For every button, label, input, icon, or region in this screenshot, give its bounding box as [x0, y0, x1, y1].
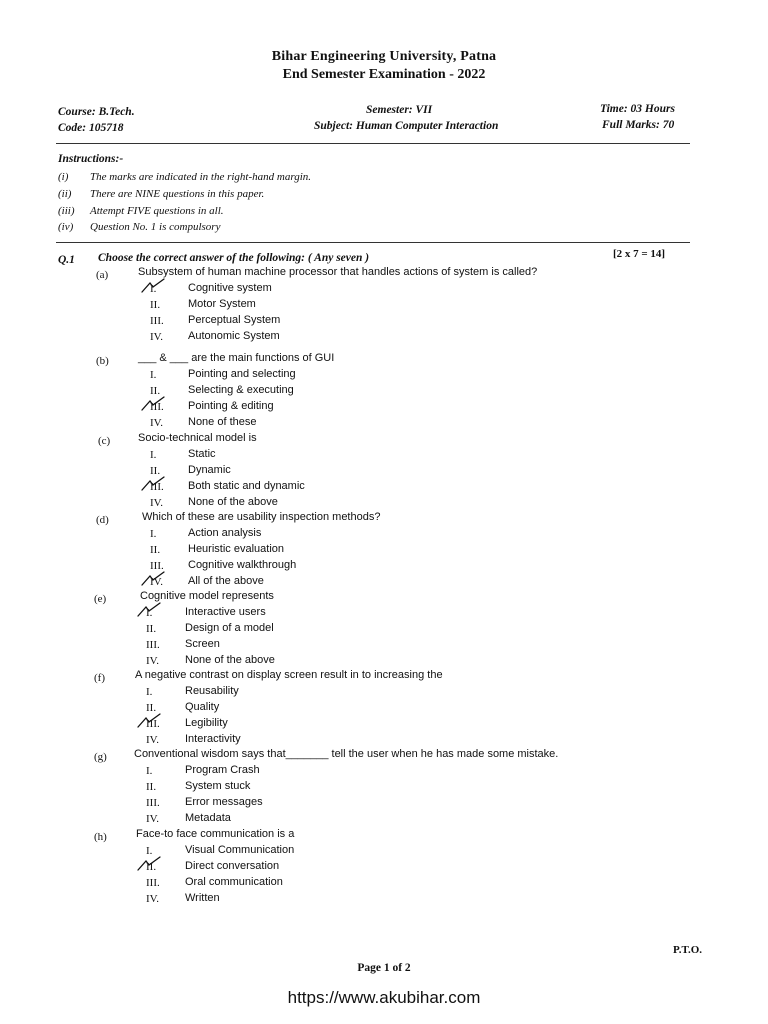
option-number: IV. [150, 417, 163, 429]
course-label: Course: B.Tech. [58, 106, 135, 118]
sub-question-text: Conventional wisdom says that_______ tell the user when he has made some mistake. [134, 748, 559, 760]
sub-question-label: (h) [94, 831, 107, 843]
option-text: Action analysis [188, 527, 262, 539]
semester-label: Semester: VII [366, 104, 433, 116]
option-number: II. [150, 299, 161, 311]
option-number: I. [146, 845, 153, 857]
option-text: Reusability [185, 685, 239, 697]
option-text: Error messages [185, 796, 263, 808]
option-number: I. [150, 528, 157, 540]
sub-question-text: A negative contrast on display screen result in to increasing the [135, 669, 443, 681]
option-text: Written [185, 892, 220, 904]
option-text: None of these [188, 416, 257, 428]
option-number: I. [146, 607, 153, 619]
option-number: IV. [146, 813, 159, 825]
option-text: Design of a model [185, 622, 274, 634]
answer-tick-icon [140, 571, 166, 587]
option-text: Program Crash [185, 764, 260, 776]
option-text: Metadata [185, 812, 231, 824]
option-number: III. [146, 718, 160, 730]
question-number: Q.1 [58, 254, 75, 266]
option-number: III. [146, 639, 160, 651]
option-number: III. [150, 315, 164, 327]
option-text: Visual Communication [185, 844, 295, 856]
option-text: Heuristic evaluation [188, 543, 284, 555]
option-number: IV. [146, 893, 159, 905]
option-number: II. [146, 623, 157, 635]
sub-question-text: ___ & ___ are the main functions of GUI [138, 352, 335, 364]
option-text: Motor System [188, 298, 256, 310]
option-number: III. [146, 877, 160, 889]
option-text: Legibility [185, 717, 228, 729]
option-text: Direct conversation [185, 860, 280, 872]
source-url: https://www.akubihar.com [287, 988, 481, 1007]
option-number: I. [150, 283, 157, 295]
code-label: Code: 105718 [58, 122, 124, 134]
sub-question-text: Subsystem of human machine processor that handles actions of system is called? [138, 266, 538, 278]
option-number: IV. [150, 331, 163, 343]
sub-question-label: (e) [94, 593, 107, 605]
option-number: III. [150, 401, 164, 413]
question-text: Choose the correct answer of the following: ( Any seven ) [98, 252, 370, 264]
instruction-item: (ii) There are NINE questions in this paper. [58, 188, 265, 200]
option-text: Interactive users [185, 606, 266, 618]
option-number: I. [146, 686, 153, 698]
option-text: Dynamic [188, 464, 231, 476]
option-number: III. [150, 560, 164, 572]
full-marks-label: Full Marks: 70 [602, 119, 675, 131]
sub-question-text: Cognitive model represents [140, 590, 274, 602]
option-number: III. [150, 481, 164, 493]
university-title: Bihar Engineering University, Patna [271, 49, 497, 64]
question-marks: [2 x 7 = 14] [613, 248, 666, 260]
option-text: Selecting & executing [188, 384, 294, 396]
option-number: I. [150, 449, 157, 461]
option-number: II. [146, 861, 157, 873]
option-text: Autonomic System [188, 330, 280, 342]
sub-question-label: (g) [94, 751, 107, 763]
option-number: II. [146, 702, 157, 714]
option-number: IV. [150, 576, 163, 588]
sub-question-text: Socio-technical model is [138, 432, 257, 444]
option-text: Cognitive walkthrough [188, 559, 297, 571]
sub-question-label: (b) [96, 355, 109, 367]
option-text: Static [188, 448, 216, 460]
header-divider [56, 143, 690, 144]
instruction-item: (i) The marks are indicated in the right-hand margin. [58, 171, 311, 183]
option-number: I. [150, 369, 157, 381]
option-number: IV. [150, 497, 163, 509]
option-text: Interactivity [185, 733, 241, 745]
option-text: Both static and dynamic [188, 480, 305, 492]
option-text: System stuck [185, 780, 251, 792]
instructions-title: Instructions:- [58, 153, 124, 165]
pto-label: P.T.O. [673, 944, 703, 956]
answer-tick-icon [140, 396, 166, 412]
instruction-item: (iv) Question No. 1 is compulsory [58, 221, 221, 233]
option-text: All of the above [188, 575, 264, 587]
option-number: IV. [146, 655, 159, 667]
option-number: I. [146, 765, 153, 777]
sub-question-label: (f) [94, 672, 105, 684]
page-number: Page 1 of 2 [357, 962, 411, 974]
option-text: Perceptual System [188, 314, 281, 326]
instruction-item: (iii) Attempt FIVE questions in all. [58, 205, 224, 217]
option-number: III. [146, 797, 160, 809]
answer-tick-icon [136, 602, 162, 618]
option-text: Oral communication [185, 876, 283, 888]
option-number: II. [150, 385, 161, 397]
sub-question-label: (d) [96, 514, 109, 526]
answer-tick-icon [136, 713, 162, 729]
option-number: II. [146, 781, 157, 793]
sub-question-label: (c) [98, 435, 111, 447]
option-number: II. [150, 465, 161, 477]
exam-title: End Semester Examination - 2022 [282, 67, 486, 82]
option-text: Screen [185, 638, 220, 650]
option-text: Cognitive system [188, 282, 272, 294]
option-text: None of the above [185, 654, 275, 666]
option-text: Quality [185, 701, 220, 713]
time-label: Time: 03 Hours [600, 103, 675, 115]
option-text: Pointing & editing [188, 400, 274, 412]
option-text: None of the above [188, 496, 278, 508]
answer-tick-icon [140, 278, 166, 294]
option-number: IV. [146, 734, 159, 746]
option-number: II. [150, 544, 161, 556]
sub-question-text: Which of these are usability inspection methods? [142, 511, 381, 523]
option-text: Pointing and selecting [188, 368, 296, 380]
instructions-divider [56, 242, 690, 243]
sub-question-text: Face-to face communication is a [136, 828, 295, 840]
sub-question-label: (a) [96, 269, 109, 281]
answer-tick-icon [136, 856, 162, 872]
subject-label: Subject: Human Computer Interaction [314, 120, 499, 132]
answer-tick-icon [140, 476, 166, 492]
